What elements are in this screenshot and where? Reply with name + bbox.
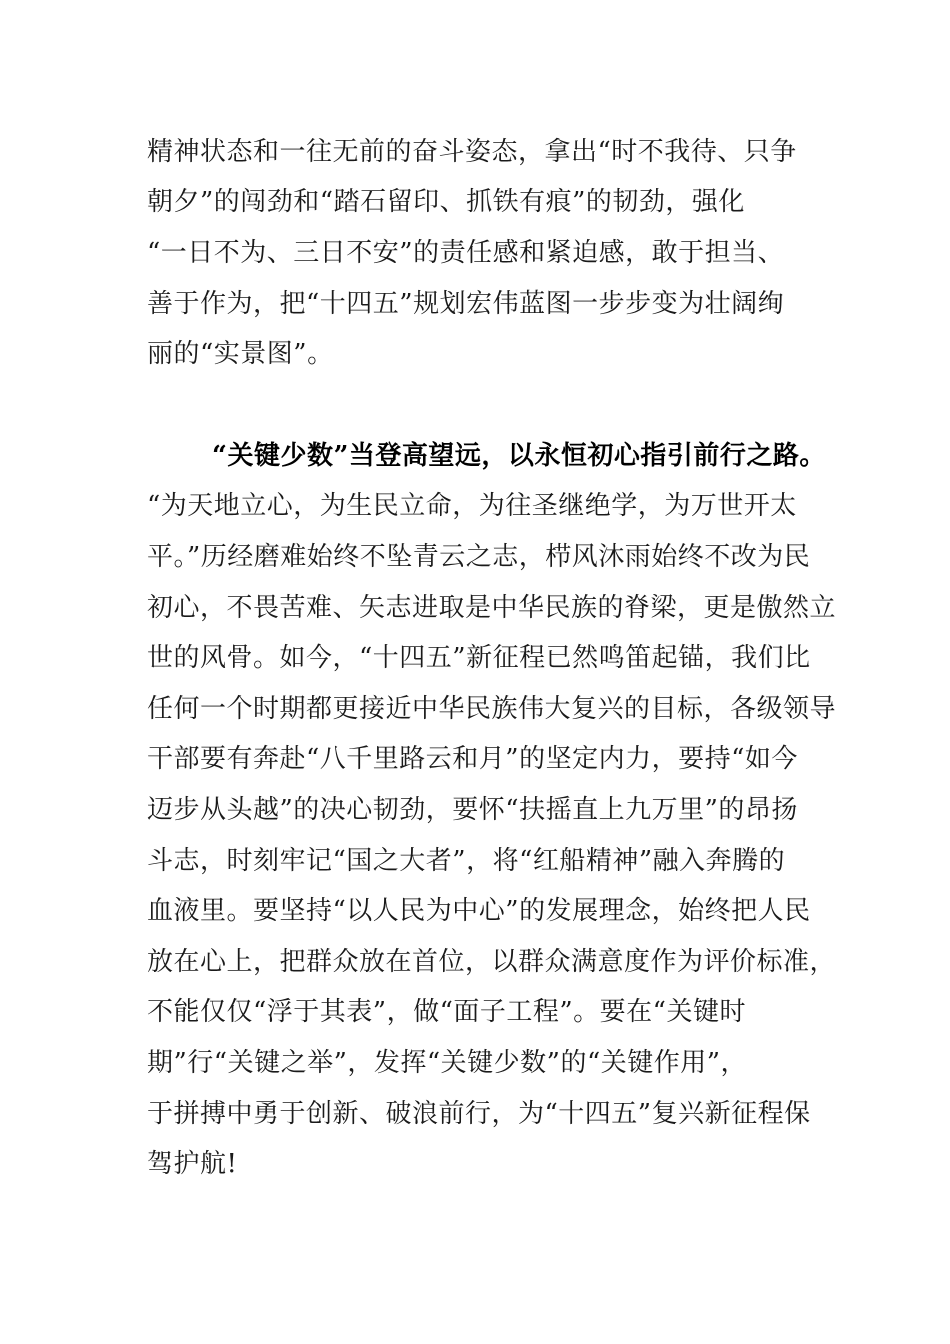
paragraph-1-line-4: 善于作为，把“十四五”规划宏伟蓝图一步步变为壮阔绚 — [147, 289, 785, 319]
paragraph-2-line-11: 不能仅仅“浮于其表”，做“面子工程”。要在“关键时 — [147, 997, 746, 1027]
paragraph-2-line-12: 期”行“关键之举”，发挥“关键少数”的“关键作用”， — [147, 1048, 748, 1078]
paragraph-1-line-2: 朝夕”的闯劲和“踏石留印、抓铁有痕”的韧劲，强化 — [147, 187, 745, 217]
paragraph-2-line-14: 驾护航! — [147, 1149, 238, 1179]
paragraph-1-line-5: 丽的“实景图”。 — [147, 339, 334, 369]
paragraph-2-line-7: 迈步从头越”的决心韧劲，要怀“扶摇直上九万里”的昂扬 — [147, 795, 798, 825]
paragraph-2-line-2: 平。”历经磨难始终不坠青云之志，栉风沐雨始终不改为民 — [147, 542, 811, 572]
paragraph-2-line-9: 血液里。要坚持“以人民为中心”的发展理念，始终把人民 — [147, 896, 811, 926]
paragraph-2-line-6: 干部要有奔赴“八千里路云和月”的坚定内力，要持“如今 — [147, 744, 798, 774]
paragraph-2-line-5: 任何一个时期都更接近中华民族伟大复兴的目标，各级领导 — [147, 694, 837, 724]
paragraph-2-line-4: 世的风骨。如今，“十四五”新征程已然鸣笛起锚，我们比 — [147, 643, 811, 673]
section-heading: “关键少数”当登高望远，以永恒初心指引前行之路。 — [212, 441, 826, 471]
paragraph-2-line-13: 于拼搏中勇于创新、破浪前行，为“十四五”复兴新征程保 — [147, 1099, 811, 1129]
paragraph-1-line-3: “一日不为、三日不安”的责任感和紧迫感，敢于担当、 — [147, 238, 785, 268]
paragraph-2-line-1: “为天地立心，为生民立命，为往圣继绝学，为万世开太 — [147, 491, 797, 521]
paragraph-2-line-10: 放在心上，把群众放在首位，以群众满意度作为评价标准， — [147, 947, 837, 977]
paragraph-1-line-1: 精神状态和一往无前的奋斗姿态，拿出“时不我待、只争 — [147, 137, 797, 167]
paragraph-2-line-8: 斗志，时刻牢记“国之大者”，将“红船精神”融入奔腾的 — [147, 846, 786, 876]
paragraph-2-line-3: 初心，不畏苦难、矢志进取是中华民族的脊梁，更是傲然立 — [147, 593, 837, 623]
